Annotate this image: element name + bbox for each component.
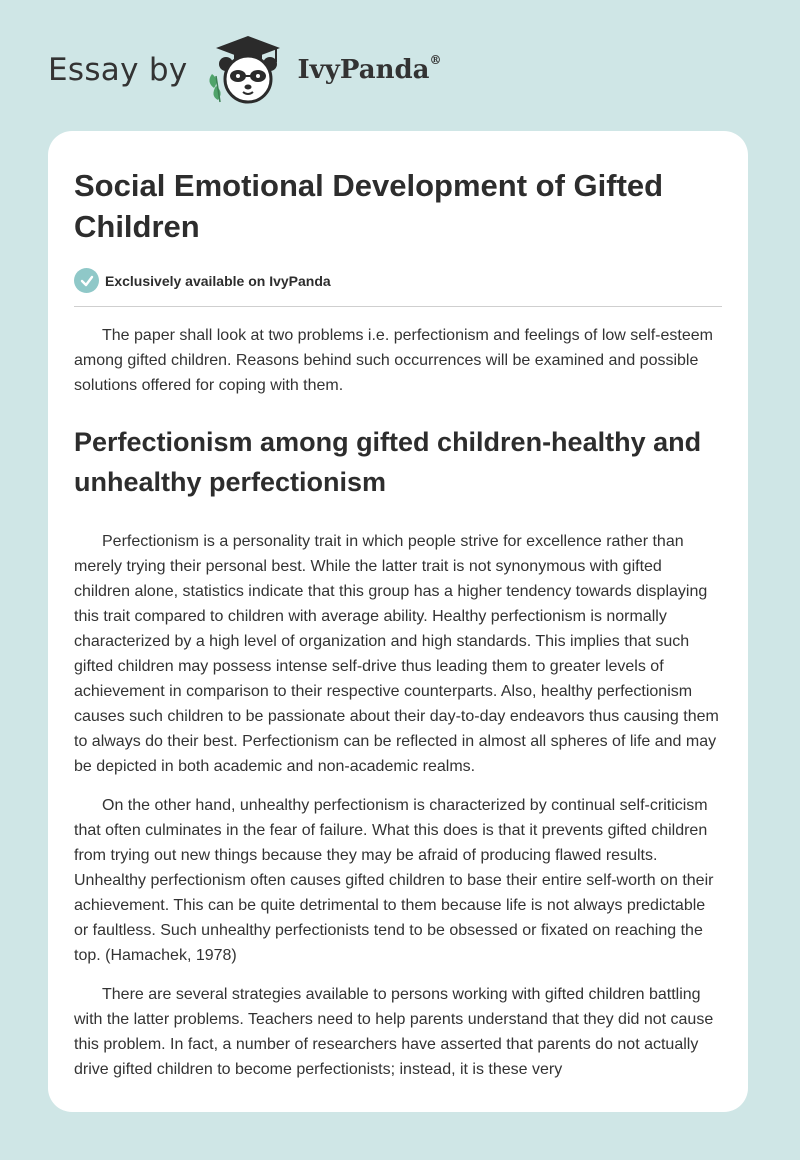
section-heading: Perfectionism among gifted children-healthy and unhealthy perfectionism <box>74 427 702 497</box>
essay-title: Social Emotional Development of Gifted Children <box>74 168 664 244</box>
essay-content <box>74 165 722 1082</box>
divider <box>74 306 722 307</box>
exclusive-badge <box>74 268 722 293</box>
brand-name: IvyPanda® <box>297 53 442 85</box>
body-paragraph-2: On the other hand, unhealthy perfectionism is characterized by continual self-criticism that often culminates in the fear of failure. What this does is that it prevents gifted children from trying out new things because they may be afraid of producing flawed results. Unhealthy perfectionism often causes gifted children to base their entire self-worth on their achievement. This can be quite detrimental to them because life is not always predictable or faultless. Such unhealthy perfectionists tend to be obsessed or fixated on reaching the top. (Hamachek, 1978) <box>74 797 714 964</box>
registered-mark: ® <box>429 53 442 68</box>
essay-by-label: Essay by <box>48 52 188 88</box>
ivypanda-logo[interactable] <box>204 34 442 106</box>
essay-card <box>48 131 748 1112</box>
site-header <box>48 34 442 106</box>
check-icon <box>74 268 99 293</box>
badge-label: Exclusively available on IvyPanda <box>105 272 331 289</box>
body-paragraph-1: Perfectionism is a personality trait in which people strive for excellence rather than merely trying their personal best. While the latter trait is not synonymous with gifted children alone, statistics indicate that this group has a higher tendency towards displaying this trait compared to children with average ability. Healthy perfectionism is normally characterized by a high level of organization and high standards. This implies that such gifted children may possess intense self-drive thus leading them to greater levels of achievement in comparison to their respective counterparts. Also, healthy perfectionism causes such children to be passionate about their day-to-day endeavors thus causing them to always do their best. Perfectionism can be reflected in almost all spheres of life and may be depicted in both academic and non-academic realms. <box>74 533 719 775</box>
ivypanda-logo-icon <box>204 34 292 106</box>
body-paragraph-3: There are several strategies available to persons working with gifted children battling with the latter problems. Teachers need to help parents understand that they did not cause this problem. In fact, a number of researchers have asserted that parents do not actually drive gifted children to become perfectionists; instead, it is these very <box>74 986 714 1078</box>
intro-paragraph: The paper shall look at two problems i.e. perfectionism and feelings of low self-esteem among gifted children. Reasons behind such occurrences will be examined and possible solutions offered for coping with them. <box>74 327 713 394</box>
